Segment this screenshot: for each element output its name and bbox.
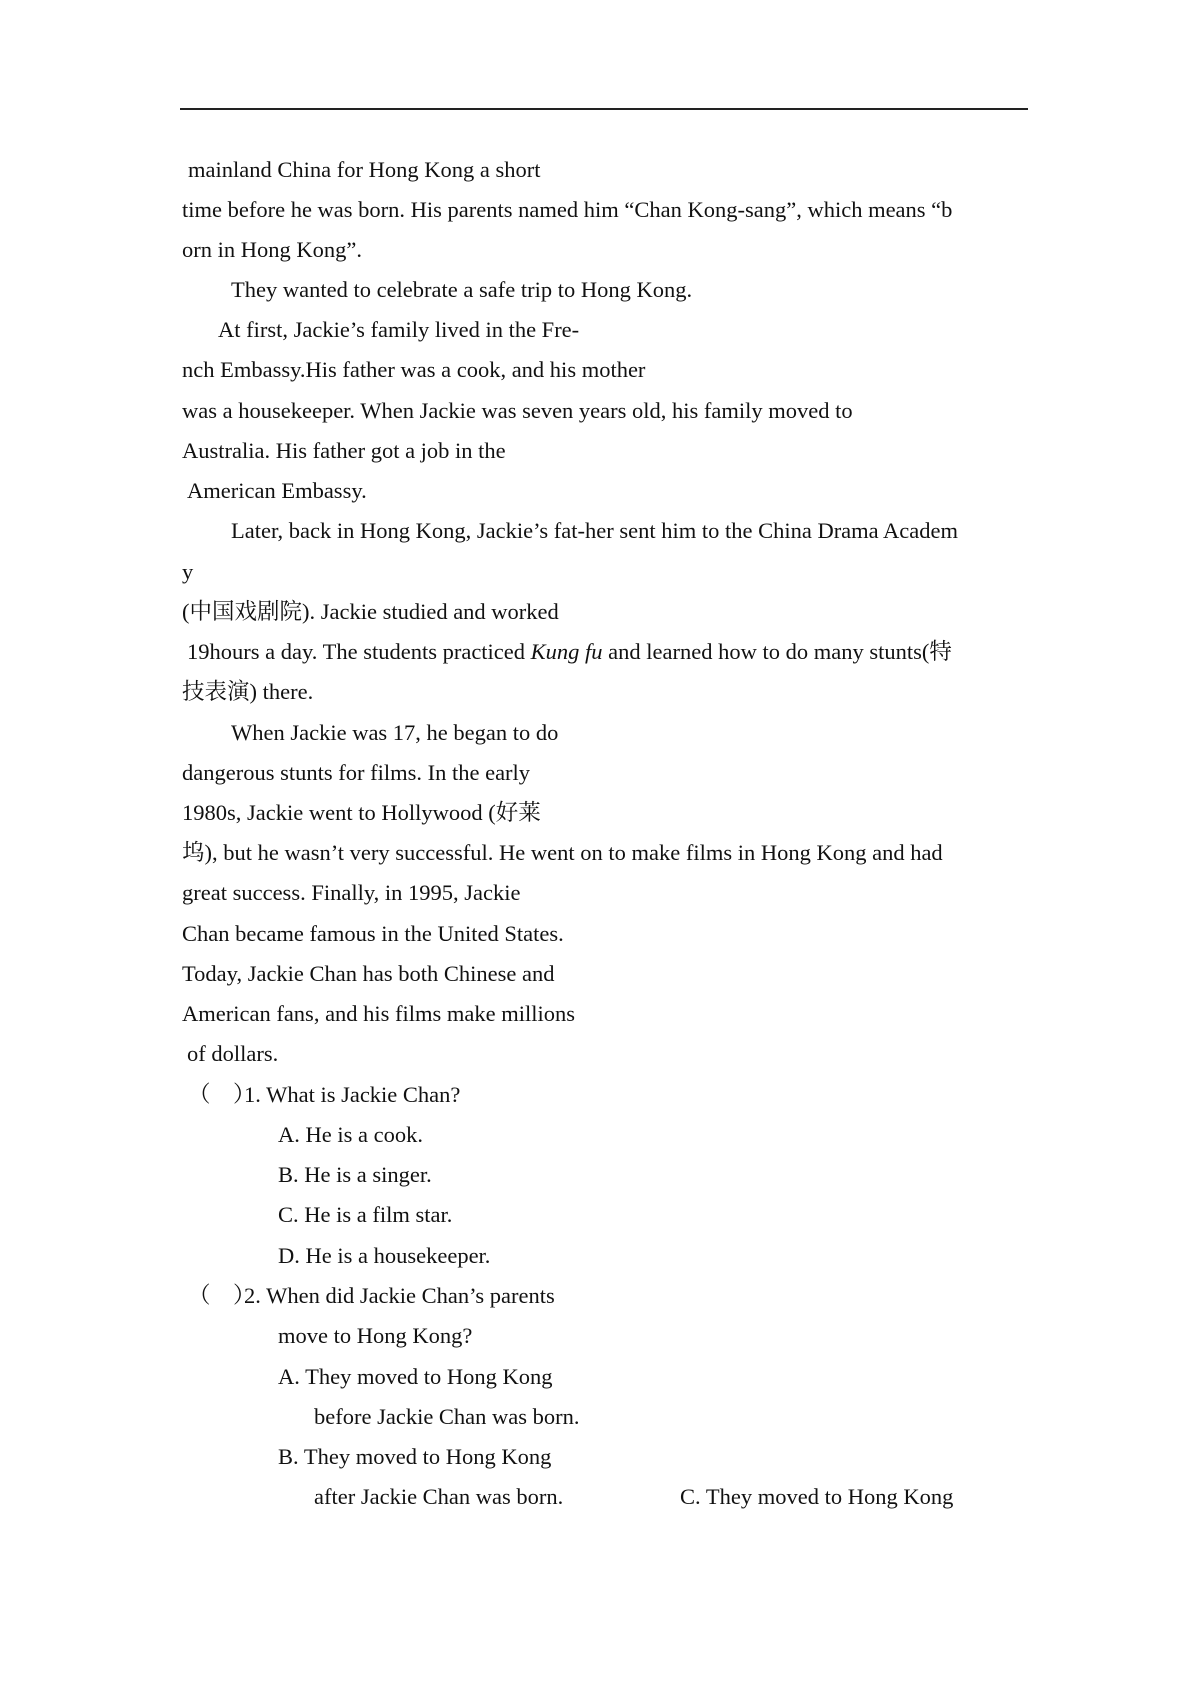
passage-line: Today, Jackie Chan has both Chinese and	[182, 961, 555, 986]
passage-line: (中国戏剧院). Jackie studied and worked	[182, 599, 559, 624]
question-option: C. They moved to Hong Kong	[680, 1484, 954, 1509]
passage-line: American fans, and his films make millions	[182, 1001, 576, 1026]
question-option-cont: after Jackie Chan was born.	[314, 1484, 564, 1509]
question-2	[188, 1281, 555, 1311]
passage-line: American Embassy.	[187, 478, 367, 503]
passage-text: and learned how to do many stunts(特	[608, 639, 952, 664]
passage-line: 技表演) there.	[182, 679, 314, 704]
question-option: A. He is a cook.	[278, 1122, 423, 1147]
question-stem: 1. What is Jackie Chan?	[244, 1082, 461, 1107]
passage-line: They wanted to celebrate a safe trip to Hong Kong.	[231, 277, 693, 302]
passage-line: was a housekeeper. When Jackie was seven years old, his family moved to	[182, 398, 853, 423]
question-stem: 2. When did Jackie Chan’s parents	[244, 1283, 555, 1308]
answer-bracket[interactable]: （ ）	[188, 1082, 256, 1107]
question-option: B. They moved to Hong Kong	[278, 1444, 552, 1469]
passage-line: mainland China for Hong Kong a short	[188, 157, 541, 182]
passage-line: Australia. His father got a job in the	[182, 438, 506, 463]
passage-line	[187, 637, 952, 667]
passage-line: 1980s, Jackie went to Hollywood (好莱	[182, 800, 541, 825]
question-option: D. He is a housekeeper.	[278, 1243, 491, 1268]
passage-line: time before he was born. His parents named him “Chan Kong-sang”, which means “b	[182, 197, 953, 222]
passage-line: orn in Hong Kong”.	[182, 237, 362, 262]
passage-line: nch Embassy.His father was a cook, and his mother	[182, 357, 646, 382]
passage-line: 坞), but he wasn’t very successful. He went on to make films in Hong Kong and had	[182, 840, 943, 865]
question-stem-cont: move to Hong Kong?	[278, 1323, 473, 1348]
passage-line: of dollars.	[187, 1041, 279, 1066]
question-option-cont: before Jackie Chan was born.	[314, 1404, 580, 1429]
question-1	[188, 1080, 460, 1110]
question-option: B. He is a singer.	[278, 1162, 432, 1187]
answer-bracket[interactable]: （ ）	[188, 1283, 256, 1308]
question-option: A. They moved to Hong Kong	[278, 1364, 553, 1389]
passage-line: At first, Jackie’s family lived in the Fre-	[218, 317, 580, 342]
passage-line: y	[182, 559, 194, 584]
passage-line: great success. Finally, in 1995, Jackie	[182, 880, 521, 905]
passage-line: When Jackie was 17, he began to do	[231, 720, 559, 745]
passage-text: 19hours a day. The students practiced	[187, 639, 526, 664]
passage-line: dangerous stunts for films. In the early	[182, 760, 531, 785]
passage-line: Later, back in Hong Kong, Jackie’s fat-her sent him to the China Drama Academ	[231, 518, 958, 543]
passage-line: Chan became famous in the United States.	[182, 921, 564, 946]
question-option: C. He is a film star.	[278, 1202, 453, 1227]
passage-italic-term: Kung fu	[530, 639, 603, 664]
